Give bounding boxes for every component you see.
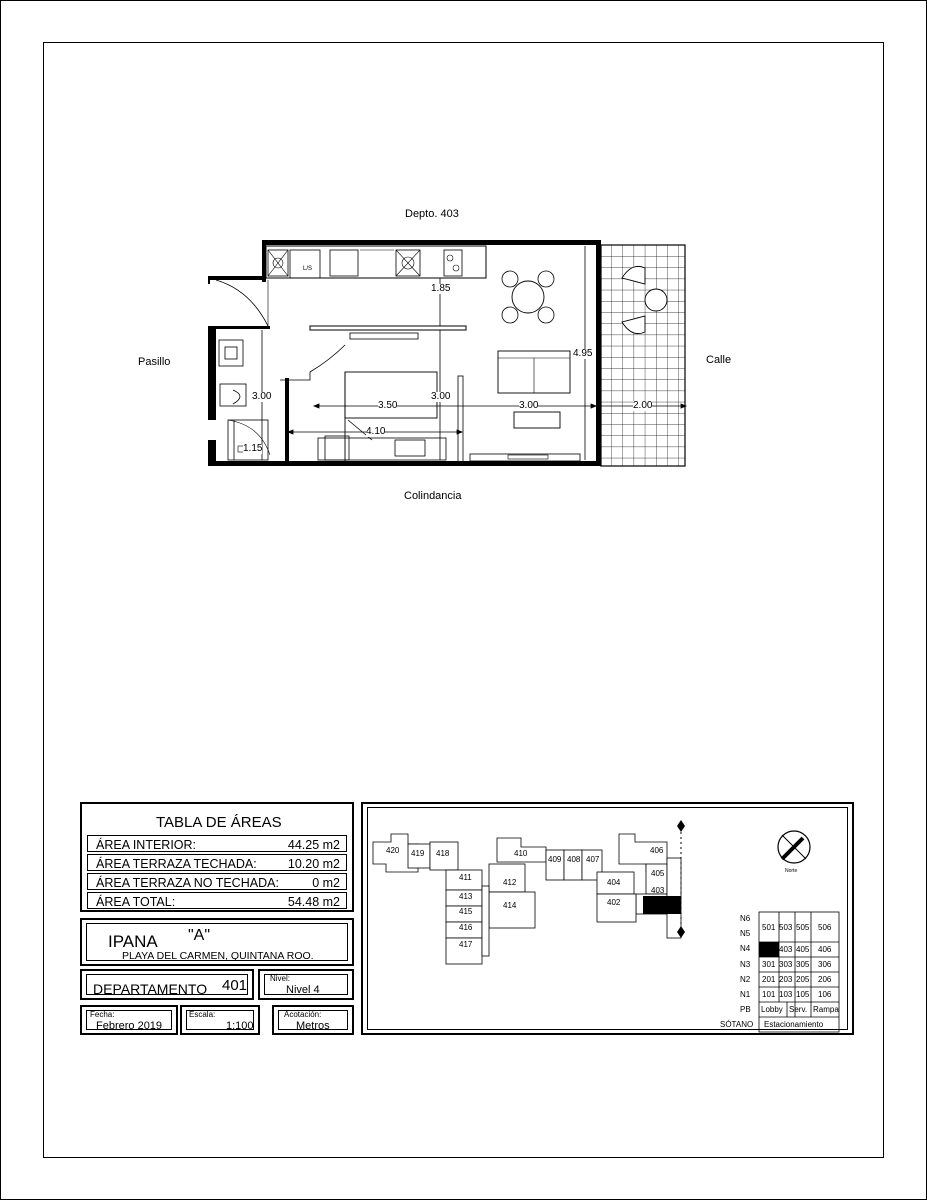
areas-row-label: ÁREA INTERIOR: [96, 838, 197, 852]
level-cell: Serv. [789, 1005, 808, 1014]
dim-1-15: 1.15 [243, 443, 263, 454]
level-cell: 503 [779, 923, 793, 932]
level-cell: 106 [818, 990, 832, 999]
areas-row-label: ÁREA TERRAZA TECHADA: [96, 857, 257, 871]
key-unit-label: 407 [586, 855, 600, 864]
key-unit-label: 403 [651, 886, 665, 895]
key-unit-label: 410 [514, 849, 528, 858]
level-cell: 205 [796, 975, 810, 984]
dim-3-00-right: 3.00 [519, 400, 539, 411]
level-label: N5 [740, 929, 751, 938]
key-plan-drawing [361, 802, 854, 1035]
level-cell: 105 [796, 990, 810, 999]
ls-label: L/S [303, 266, 313, 272]
project-location: PLAYA DEL CARMEN, QUINTANA ROO. [122, 950, 314, 962]
level-label: N1 [740, 990, 751, 999]
areas-row-value: 0 m2 [312, 876, 340, 890]
floor-plan [0, 0, 927, 560]
label-pasillo: Pasillo [138, 356, 171, 368]
level-cell: 103 [779, 990, 793, 999]
level-cell: Estacionamiento [764, 1020, 824, 1029]
key-unit-label: 402 [607, 898, 621, 907]
level-label: N6 [740, 914, 751, 923]
level-cell: 301 [762, 960, 776, 969]
level-cell: 305 [796, 960, 810, 969]
level-cell: 201 [762, 975, 776, 984]
key-unit-label: 415 [459, 907, 473, 916]
key-unit-label: 405 [651, 869, 665, 878]
areas-table-title: TABLA DE ÁREAS [156, 814, 282, 831]
areas-row [87, 854, 347, 871]
level-cell: Lobby [761, 1005, 783, 1014]
unit-number: 401 [222, 977, 248, 994]
level-cell: 101 [762, 990, 776, 999]
level-label: PB [740, 1005, 751, 1014]
areas-row-label: ÁREA TOTAL: [96, 895, 176, 909]
key-unit-label: 420 [386, 846, 400, 855]
dim-4-95: 4.95 [573, 348, 593, 359]
unit-label: DEPARTAMENTO [93, 981, 208, 997]
fecha-caption: Fecha: [90, 1010, 115, 1019]
areas-row-label: ÁREA TERRAZA NO TECHADA: [96, 876, 279, 890]
nivel-box [258, 969, 354, 1000]
escala-caption: Escala: [189, 1010, 216, 1019]
acotacion-caption: Acotación: [284, 1010, 322, 1019]
level-cell: 405 [796, 945, 810, 954]
level-label: SÓTANO [720, 1020, 754, 1029]
areas-row-value: 54.48 m2 [287, 895, 340, 909]
nivel-value: Nivel 4 [286, 984, 320, 996]
areas-row-value: 44.25 m2 [287, 838, 340, 852]
fecha-box [80, 1005, 178, 1035]
key-unit-label: 418 [436, 849, 450, 858]
acotacion-value: Metros [296, 1020, 330, 1032]
level-cell: Rampa [813, 1005, 839, 1014]
project-type: "A" [188, 927, 211, 944]
key-unit-label: 417 [459, 940, 473, 949]
level-label: N4 [740, 944, 751, 953]
level-cell: 506 [818, 923, 832, 932]
level-cell: 505 [796, 923, 810, 932]
dim-4-10: 4.10 [366, 426, 386, 437]
project-box [80, 918, 354, 966]
level-cell: 306 [818, 960, 832, 969]
label-calle: Calle [706, 354, 732, 366]
label-depto-403: Depto. 403 [405, 208, 459, 220]
key-unit-label: 409 [548, 855, 562, 864]
level-cell: 303 [779, 960, 793, 969]
dim-3-50: 3.50 [378, 400, 398, 411]
level-cell: 403 [779, 945, 793, 954]
level-cell: 206 [818, 975, 832, 984]
level-cell: 203 [779, 975, 793, 984]
areas-row [87, 835, 347, 852]
escala-value: 1:100 [226, 1020, 254, 1032]
dim-3-00-mid: 3.00 [431, 391, 451, 402]
label-colindancia: Colindancia [404, 490, 462, 502]
dim-1-85: 1.85 [431, 283, 451, 294]
key-unit-label: 404 [607, 878, 621, 887]
areas-row [87, 892, 347, 909]
escala-box [180, 1005, 260, 1035]
fecha-value: Febrero 2019 [96, 1020, 163, 1032]
level-label: N3 [740, 960, 751, 969]
key-unit-label: 411 [459, 873, 472, 882]
unit-box [80, 969, 254, 1000]
dim-3-00-left: 3.00 [252, 391, 272, 402]
key-unit-label: 406 [650, 846, 664, 855]
project-name: IPANA [108, 932, 158, 951]
nivel-caption: Nivel: [270, 974, 291, 983]
level-cell: 501 [762, 923, 776, 932]
dim-2-00: 2.00 [633, 400, 653, 411]
key-unit-label: 414 [503, 901, 517, 910]
key-unit-label: 412 [503, 878, 517, 887]
areas-row [87, 873, 347, 890]
key-unit-label: 413 [459, 892, 473, 901]
north-label: Norte [785, 868, 798, 874]
level-cell: 406 [818, 945, 832, 954]
key-unit-label: 408 [567, 855, 581, 864]
acotacion-box [272, 1005, 354, 1035]
key-unit-label: 419 [411, 849, 425, 858]
level-label: N2 [740, 975, 751, 984]
key-unit-label: 416 [459, 923, 473, 932]
areas-table [80, 802, 354, 912]
areas-row-value: 10.20 m2 [287, 857, 340, 871]
